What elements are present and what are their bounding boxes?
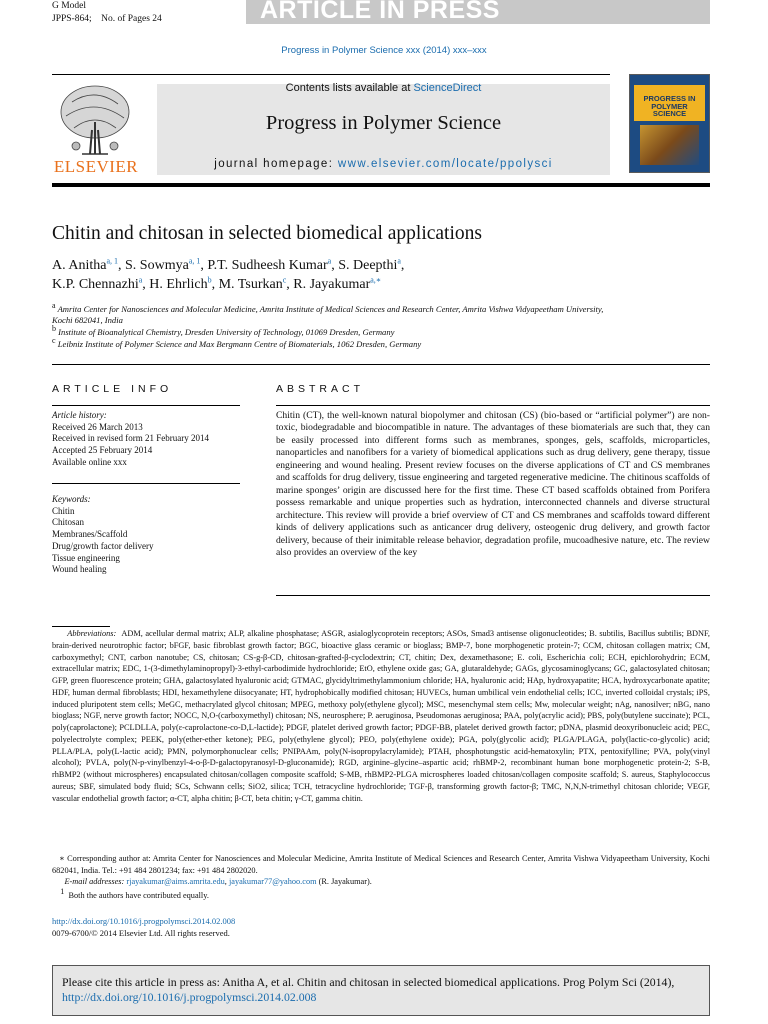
citation-text: Please cite this article in press as: Anitha A, et al. Chitin and chitosan in selected biomedical applications. Prog Polym Sci (2014), http://dx.doi.org/10.1016/j.progpolymsci.2014.02.008 [62,975,675,1004]
author[interactable]: S. Sowmya$^{a, 1}$ [125,256,201,273]
abbreviations-text: ADM, acellular dermal matrix; ALP, alkaline phosphatase; ASGR, asialoglycoprotein receptors; ASOs, Smad3 antisense oligonucleotides; B. subtilis, Bacillus subtilis; BDNF, brain-derived neurotrophic factor; bFGF, basic fibroblast growth factor; BGC, bioactive glass ceramic or bioglass; BMP-7, bone morphogenetic protein-7; CCM, chitosan collagen matrix; CM, carboxymethyl; CNT, carbon nanotube; CS, chitosan; CS-g-β-CD, chitosan-grafted-β-cyclodextrin; CT, chitin; Dex, dexamethasone; E. coli, Escherichia coli; ECH, epichlorohydrin; ECM, extracellular matrix; EDC, 1-(3-dimethylaminopropyl)-3-ethyl-carbodimide hydrochloride; EtO, ethylene oxide gas; GA, glutaraldehyde; GAGs, glycosaminoglycans; GC, galactosylated chitosan; GFP, green fluorescence protein; GHA, galactosylated hyaluronic acid; GTMAC, glycidyltrimethylammonium chloride; HA, hyaluronic acid; HAp, hydroxyapatite; HCA, hydroxycarbonate apatite; HDF, human dermal fibroblasts; HDI, hexamethylene diisocyanate; HT, hydrophobically modified chitosan; HUVECs, human umbilical vein endothelial cells; ICC, inverted colloidal crystals; iPS, induced pluripotent stem cells; MeGC, methacrylated glycol chitosan; MPEG, methoxy poly(ethylene glycol); MSC, mesenchymal stem cells; Mw, molecular weight; nAg, nanosilver; nBG, nano bioglass; NGF, nerve growth factor; NOCC, N,O-(carboxymethyl) chitosan; NS, neurosphere; P. aeruginosa, Pseudomonas aeruginosa; PAA, poly(acrylic acid); PBS, poly(butylene succinate); PCL, poly(caprolactone); PCLDLLA, poly(ε-caprolactone-co-D,L-lactide); PDGF, platelet derived growth factor; PDGF-BB, platelet derived growth factor; pDNA, plasmid deoxyribonucleic acid; PEC, polyelectrolyte complex; PEEK, poly(ether-ether ketone); PEG, poly(ethylene glycol); PEO, poly(ethylene oxide); PGA, poly(glycolic acid); PLGA/PLAGA, poly(lactic-co-glycolic) acid; PLLA/PLA, poly(L-lactic acid); PMN, polymorphonuclear cells; PNIPAAm, poly(N-isopropylacrylamide); PTAH, phosphotungstic acid-hematoxylin; PTX, pentoxifylline; PVA, poly(vinyl alcohol); PVLA, poly(N-p-vinylbenzyl-4-o-β-D-galactopyranosyl-D-gluconamide); RGD, arginine–glycine–aspartic acid; rhBMP-2, recombinant human bone morphogenetic protein-2; S-B, rhBMP2 (without microspheres) encapsulated chitosan/collagen composite scaffold; S-MB, rhBMP2-PLGA microspheres loaded chitosan/collagen composite scaffold; S. aureus, Staphylococcus aureus; SBF, simulated body fluid; SCs, Schwann cells; SiO2, silica; TCH, tetracycline hydrochloride; TGF-β, transforming growth factor-β; TMC, N,N,N-trimethyl chitosan chloride; VEGF, vascular endothelial growth factor; α-CT, alpha chitin; β-CT, beta chitin; γ-CT, gamma chitin. [52,629,711,803]
history-item: Accepted 25 February 2014 [52,445,153,456]
authors-line-2: K.P. Chennazhi$^a$, H. Ehrlich$^b$, M. Tsurkan$^c$, R. Jayakumar$^{a,∗}$ [52,275,382,292]
manuscript-meta [52,0,162,25]
keyword: Drug/growth factor delivery [52,540,154,551]
article-title: Chitin and chitosan in selected biomedical applications [52,223,482,244]
elsevier-wordmark: ELSEVIER [53,157,139,176]
g-model-label: G Model [52,1,87,11]
footnote-rule [52,626,110,627]
keyword: Chitosan [52,517,85,528]
manuscript-number: JPPS-864; [52,13,92,24]
affiliation-b: $^b$ Institute of Bioanalytical Chemistry, Dresden University of Technology, 01069 Dresden, Germany [52,324,395,337]
affiliation-c: $^c$ Leibniz Institute of Polymer Science and Max Bergmann Centre of Biomaterials, 1062 Dresden, Germany [52,336,422,349]
history-item: Received 26 March 2013 [52,421,143,432]
section-rule [52,364,710,365]
history-item: Available online xxx [52,456,127,467]
author[interactable]: K.P. Chennazhi$^a$ [52,275,143,292]
equal-contribution-note: $^1$ Both the authors have contributed equally. [60,887,209,900]
doi-link[interactable]: http://dx.doi.org/10.1016/j.progpolymsci.2014.02.008 [52,916,236,926]
abstract-heading: ABSTRACT [276,383,365,395]
abbreviations-footnote [52,628,710,804]
journal-reference-link[interactable]: Progress in Polymer Science xxx (2014) xxx–xxx [281,45,487,56]
keyword: Chitin [52,505,75,516]
header-bottom-rule [52,183,710,187]
journal-name: Progress in Polymer Science [265,112,502,134]
cover-image [640,125,699,165]
sciencedirect-link[interactable]: ScienceDirect [413,82,482,94]
article-info-heading: ARTICLE INFO [52,383,173,395]
keywords [52,494,240,576]
article-in-press-banner [246,0,710,24]
email-addresses: E-mail addresses: rjayakumar@aims.amrita.edu, jayakumar77@yahoo.com (R. Jayakumar). [64,877,372,886]
banner-text: ARTICLE IN PRESS [260,0,500,24]
citation-doi-link[interactable]: http://dx.doi.org/10.1016/j.progpolymsci.2014.02.008 [62,989,317,1004]
copyright: 0079-6700/© 2014 Elsevier Ltd. All rights reserved. [52,928,230,938]
author[interactable]: P.T. Sudheesh Kumar$^a$ [207,256,332,273]
contents-line [157,82,610,94]
author[interactable]: S. Deepthi$^a$ [338,256,401,273]
author[interactable]: M. Tsurkan$^c$ [218,275,287,292]
page-count: No. of Pages 24 [101,13,162,24]
abstract-rule [276,405,710,406]
affiliation-a: $^a$ Amrita Center for Nanosciences and Molecular Medicine, Amrita Institute of Medical Sciences and Research Center, Amrita Vishwa Vidyapeetham University, Kochi 682041, India [52,301,604,325]
email-link[interactable]: jayakumar77@yahoo.com [228,877,317,886]
homepage-link[interactable]: www.elsevier.com/locate/ppolysci [337,158,553,170]
journal-homepage-line [157,158,610,170]
author[interactable]: R. Jayakumar$^{a,∗}$ [293,275,382,292]
keyword: Tissue engineering [52,552,120,563]
keyword: Wound healing [52,564,107,575]
author[interactable]: H. Ehrlich$^b$ [149,275,212,292]
article-info-rule [52,405,240,406]
keyword: Membranes/Scaffold [52,529,128,540]
abstract-text: Chitin (CT), the well-known natural biopolymer and chitosan (CS) (bio-based or “artificial polymer”) are non-toxic, biodegradable and biocompatible in nature. The advantages of these biomaterials are such that, they can be easily processed into different forms such as membranes, sponges, gels, scaffolds, microparticles, nanoparticles and nanofibers for a variety of biomedical applications such as drug delivery, gene therapy, tissue engineering and wound healing. Present review focuses on the diverse applications of CT and CS membranes and scaffolds for drug delivery, tissue engineering and targeted regenerative medicine. The chitinous scaffolds of marine sponges’ origin are discussed here for the first time. These CT based scaffolds obtained from Porifera possess remarkable and unique properties such as hydration, interconnected channels and diverse structural architecture. This review will provide a brief overview of CT and CS membranes and scaffolds toward different kinds of delivery applications such as anticancer drug delivery, osteogenic drug delivery, and growth factor delivery, because of their inimitable release behavior, degradation profile, mucoadhesive nature, etc. The review also provides an overview of the key [276,410,710,558]
abstract-bottom-rule [276,595,710,596]
article-history [52,410,240,469]
corresponding-author-note: ∗ Corresponding author at: Amrita Center for Nanosciences and Molecular Medicine, Amrita Institute of Medical Sciences and Research Center, Amrita Vishwa Vidyapeetham University, Kochi 682041, India. Tel.: +91 484 2801234; fax: +91 484 2802020. [52,854,710,875]
author[interactable]: A. Anitha$^{a, 1}$ [52,256,119,273]
keywords-label: Keywords: [52,494,91,504]
journal-cover-thumbnail[interactable] [629,74,710,173]
header-top-rule [52,74,610,75]
manuscript-id [52,13,162,26]
keywords-rule [52,483,240,484]
abbreviations-label: Abbreviations: [67,629,117,638]
contents-prefix: Contents lists available at [285,82,414,94]
homepage-prefix: journal homepage: [214,158,338,170]
cover-title: PROGRESS IN POLYMER SCIENCE [643,94,696,118]
history-label: Article history: [52,410,107,420]
authors-line-1: A. Anitha$^{a, 1}$, S. Sowmya$^{a, 1}$, P.T. Sudheesh Kumar$^a$, S. Deepthi$^a$, [52,256,405,273]
history-item: Received in revised form 21 February 2014 [52,433,209,444]
email-link[interactable]: rjayakumar@aims.amrita.edu [126,877,225,886]
